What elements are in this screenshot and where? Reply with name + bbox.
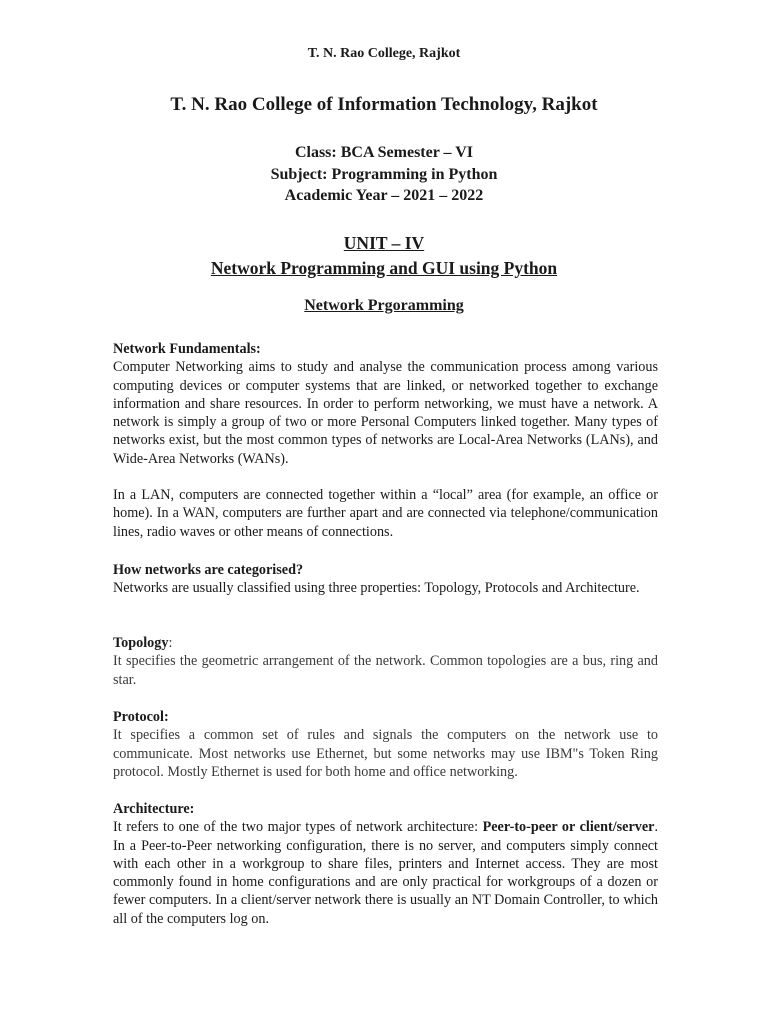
class-line: Class: BCA Semester – VI (294, 144, 474, 161)
fundamentals-paragraph-1: Computer Networking aims to study and analyse the communication process among various computing devices or computer systems that are linked, or networked together to exchange information and share resources. In order to perform networking, we must have a network. A network is simply a group of two or more Personal Computers linked together. Many types of networks exist, but the most common types of networks are Local-Area Networks (LANs), and Wide-Area Networks (WANs). (113, 359, 658, 467)
topology-section (113, 634, 658, 689)
subject-line: Subject: Programming in Python (270, 165, 498, 183)
college-name: T. N. Rao College of Information Technology, Rajkot (170, 94, 598, 115)
fundamentals-heading: Network Fundamentals: (113, 341, 261, 357)
section-title: Network Prgoramming (304, 297, 464, 314)
topology-heading-line (113, 634, 658, 652)
running-header: T. N. Rao College, Rajkot (307, 46, 461, 61)
unit-heading (0, 231, 768, 281)
lan-wan-section (113, 486, 658, 541)
categorised-heading: How networks are categorised? (113, 562, 304, 578)
architecture-text-a: It refers to one of the two major types of network architecture: (113, 819, 483, 836)
topology-colon: : (168, 635, 173, 651)
unit-number: UNIT – IV (343, 233, 425, 253)
protocol-section (113, 708, 658, 781)
course-meta (0, 142, 768, 207)
categorised-text: Networks are usually classified using three properties: Topology, Protocols and Architecture. (113, 580, 640, 597)
protocol-text: It specifies a common set of rules and signals the computers on the network use to communicate. Most networks use Ethernet, but some networks may use IBM"s Token Ring protocol. Mostly Ethernet is used for both home and office networking. (113, 727, 658, 780)
fundamentals-section (113, 340, 658, 468)
architecture-heading: Architecture: (113, 801, 195, 817)
topology-heading: Topology (113, 635, 169, 651)
fundamentals-paragraph-2: In a LAN, computers are connected together within a “local” area (for example, an office or home). In a WAN, computers are further apart and are connected via telephone/communication lines, radio waves or other means of connections. (113, 487, 658, 540)
architecture-bold: Peer-to-peer or client/server (482, 819, 655, 836)
architecture-text-b: . In a Peer-to-Peer networking configuration, there is no server, and computers simply connect with each other in a workgroup to share files, printers and Internet access. They are most commonly found in home configurations and are only practical for workgroups of a dozen or fewer computers. In a client/server network there is usually an NT Domain Controller, to which all of the computers log on. (113, 819, 658, 927)
architecture-text (113, 818, 658, 928)
unit-title: Network Programming and GUI using Python (210, 258, 558, 278)
architecture-section (113, 800, 658, 928)
topology-text: It specifies the geometric arrangement of the network. Common topologies are a bus, ring and star. (113, 653, 658, 688)
year-line: Academic Year – 2021 – 2022 (284, 187, 484, 204)
protocol-heading: Protocol: (113, 709, 169, 725)
categorised-section (113, 561, 658, 598)
